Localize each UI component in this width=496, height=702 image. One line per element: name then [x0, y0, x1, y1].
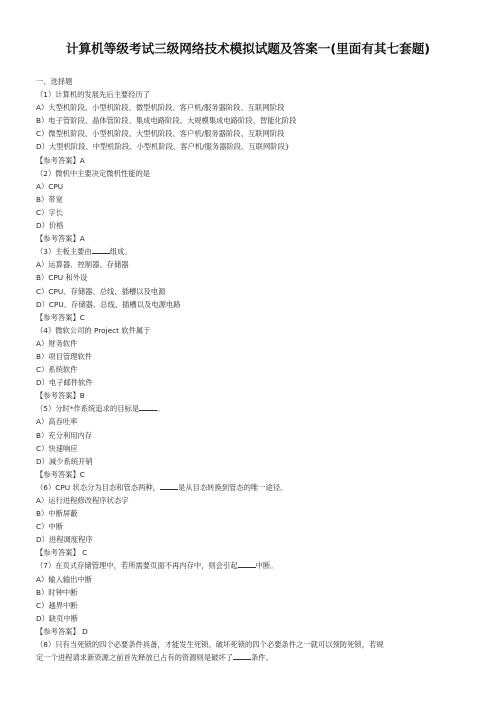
option-line: C）CPU、存储器、总线、插槽以及电源	[36, 286, 166, 296]
fill-in-blank	[233, 652, 251, 660]
question-text-before-blank: （5）分时*作系统追求的目标是	[36, 404, 140, 414]
fill-in-blank	[139, 403, 157, 411]
option-line: B）时钟中断	[36, 587, 78, 597]
option-line: B）中断屏蔽	[36, 509, 78, 519]
option-line: A）CPU	[36, 181, 64, 191]
option-line: D）大型机阶段、中型机阶段、小型机阶段、客户机/服务器阶段、互联网阶段}	[36, 142, 290, 152]
question-text-after-blank: 是从目态转换到管态的唯一途径。	[177, 482, 288, 492]
option-line: D）价格	[36, 221, 64, 231]
option-line: C）越界中断	[36, 600, 78, 610]
answer-line: 【参考答案】 D	[36, 626, 88, 636]
option-line: D）电子邮件软件	[36, 378, 93, 388]
option-line: A）财务软件	[36, 338, 78, 348]
answer-line: 【参考答案】A	[36, 155, 85, 165]
option-line: B）带宽	[36, 194, 63, 204]
option-line: A）高吞吐率	[36, 417, 78, 427]
question-text	[36, 481, 460, 494]
question-text: （2）微机中主要决定微机性能的是	[36, 168, 151, 178]
answer-line: 【参考答案】C	[36, 312, 85, 322]
fill-in-blank	[92, 246, 110, 254]
section-heading: 一、选择题	[36, 77, 73, 86]
option-line: B）CPU 和外设	[36, 273, 88, 283]
question-text: （8）只有当死锁的四个必要条件具备，才能发生死锁。破坏死锁的四个必要条件之一就可以预防死锁，若规	[36, 640, 384, 650]
option-line: A）大型机阶段、小型机阶段、微型机阶段、客户机/服务器阶段、互联网阶段	[36, 103, 285, 113]
question-text	[36, 402, 460, 415]
question-text-before-blank: （3）主板主要由	[36, 247, 92, 257]
answer-line: 【参考答案】 C	[36, 548, 88, 558]
answer-line: 【参考答案】C	[36, 469, 85, 479]
answer-line: 【参考答案】A	[36, 234, 85, 244]
option-line: B）充分利用内存	[36, 430, 93, 440]
question-text	[36, 559, 460, 572]
document-title: 计算机等级考试三级网络技术模拟试题及答案一(里面有其七套题)	[65, 41, 431, 56]
option-line: C）系统软件	[36, 365, 78, 375]
question-text-before-blank: （6）CPU 状态分为目态和管态两种，	[36, 482, 160, 492]
document-body	[36, 75, 460, 664]
question-text-before-blank: 定一个进程请求新资源之前首先释放已占有的资源则是破坏了	[36, 653, 234, 663]
question-text: （4）微软公司的 Project 软件属于	[36, 325, 151, 335]
option-line: A）运算器、控制器、存储器	[36, 260, 129, 270]
option-line: D）减少系统开销	[36, 456, 93, 466]
question-text	[36, 245, 460, 258]
fill-in-blank	[238, 560, 256, 568]
option-line: C）字长	[36, 207, 63, 217]
question-text-after-blank: 组成。	[109, 247, 132, 257]
option-line: B）项目管理软件	[36, 351, 93, 361]
question-text-after-blank: 中断。	[255, 561, 278, 571]
question-text-after-blank: 。	[157, 404, 165, 414]
option-line: A）运行进程修改程序状态字	[36, 496, 129, 505]
option-line: C）中断	[36, 522, 63, 532]
answer-line: 【参考答案】B	[36, 391, 85, 401]
option-line: D）进程调度程序	[36, 535, 93, 545]
fill-in-blank	[160, 482, 178, 490]
option-line: B）电子管阶段、晶体管阶段、集成电路阶段、大规模集成电路阶段、智能化阶段	[36, 116, 297, 126]
question-text: （1）计算机的发展先后主要经历了	[36, 90, 151, 100]
option-line: C）微型机阶段、小型机阶段、大型机阶段、客户机/服务器阶段、互联网阶段	[36, 129, 285, 139]
option-line: C）快速响应	[36, 443, 78, 453]
option-line: D）CPU、存储器、总线、插槽以及电源电路	[36, 299, 181, 309]
question-text-before-blank: （7）在页式存储管理中，若所需要页面不再内存中，则会引起	[36, 561, 238, 571]
option-line: D）缺页中断	[36, 613, 79, 623]
option-line: A）输入输出中断	[36, 574, 93, 584]
question-text	[36, 651, 460, 664]
question-text-after-blank: 条件。	[251, 653, 273, 663]
